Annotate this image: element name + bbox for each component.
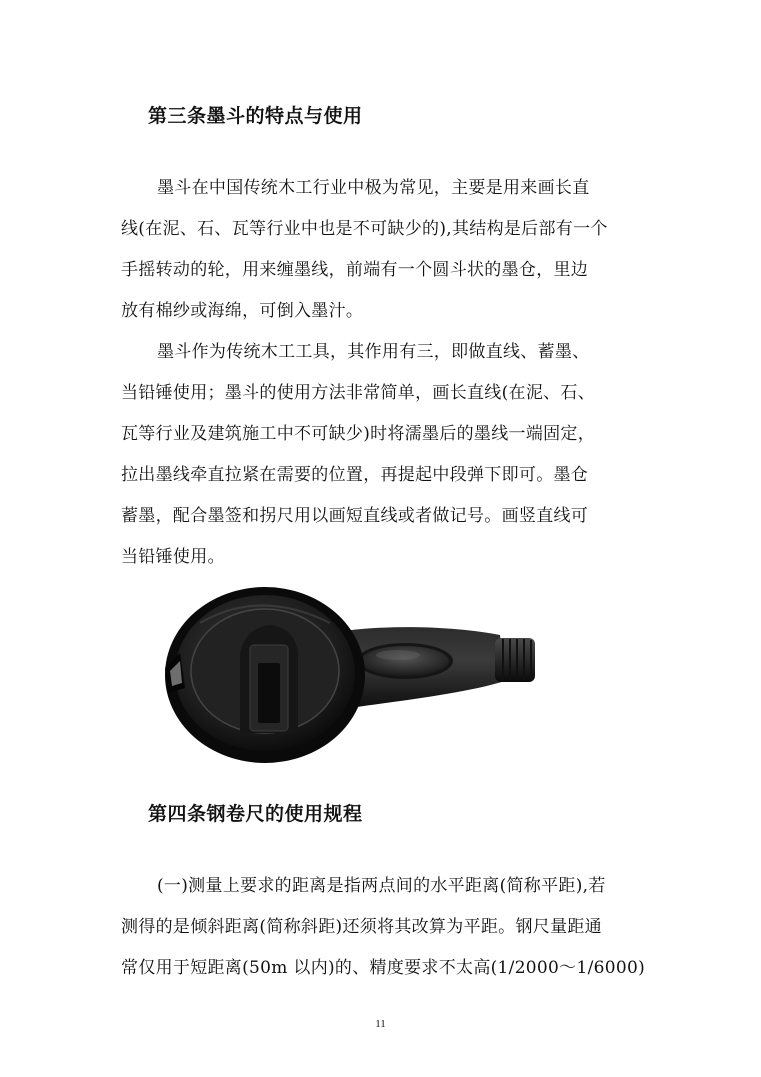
text-line: 常仅用于短距离(50m 以内)的、精度要求不太高(1/2000～1/6000) [121, 958, 645, 978]
text-line: 蓄墨，配合墨签和拐尺用以画短直线或者做记号。画竖直线可 [121, 506, 589, 526]
text-line: 放有棉纱或海绵，可倒入墨汁。 [121, 301, 364, 321]
text-line: (一)测量上要求的距离是指两点间的水平距离(简称平距),若 [157, 876, 606, 896]
text-line: 当铅锤使用；墨斗的使用方法非常简单，画长直线(在泥、石、 [121, 383, 596, 403]
text-line: 瓦等行业及建筑施工中不可缺少)时将濡墨后的墨线一端固定， [121, 424, 596, 444]
section3-heading: 第三条墨斗的特点与使用 [148, 105, 363, 127]
text-line: 手摇转动的轮，用来缠墨线，前端有一个圆斗状的墨仓，里边 [121, 260, 589, 280]
ink-marker-tool-photo [160, 583, 555, 768]
text-line: 当铅锤使用。 [121, 547, 225, 567]
text-line: 墨斗作为传统木工工具，其作用有三，即做直线、蓄墨、 [157, 342, 590, 362]
text-line: 线(在泥、石、瓦等行业中也是不可缺少的),其结构是后部有一个 [121, 219, 608, 239]
text-line: 墨斗在中国传统木工行业中极为常见，主要是用来画长直 [157, 178, 590, 198]
text-line: 测得的是倾斜距离(简称斜距)还须将其改算为平距。钢尺量距通 [121, 917, 602, 937]
page-number: 11 [375, 1018, 386, 1030]
section4-heading: 第四条钢卷尺的使用规程 [148, 803, 363, 825]
text-line: 拉出墨线牵直拉紧在需要的位置，再提起中段弹下即可。墨仓 [121, 465, 589, 485]
